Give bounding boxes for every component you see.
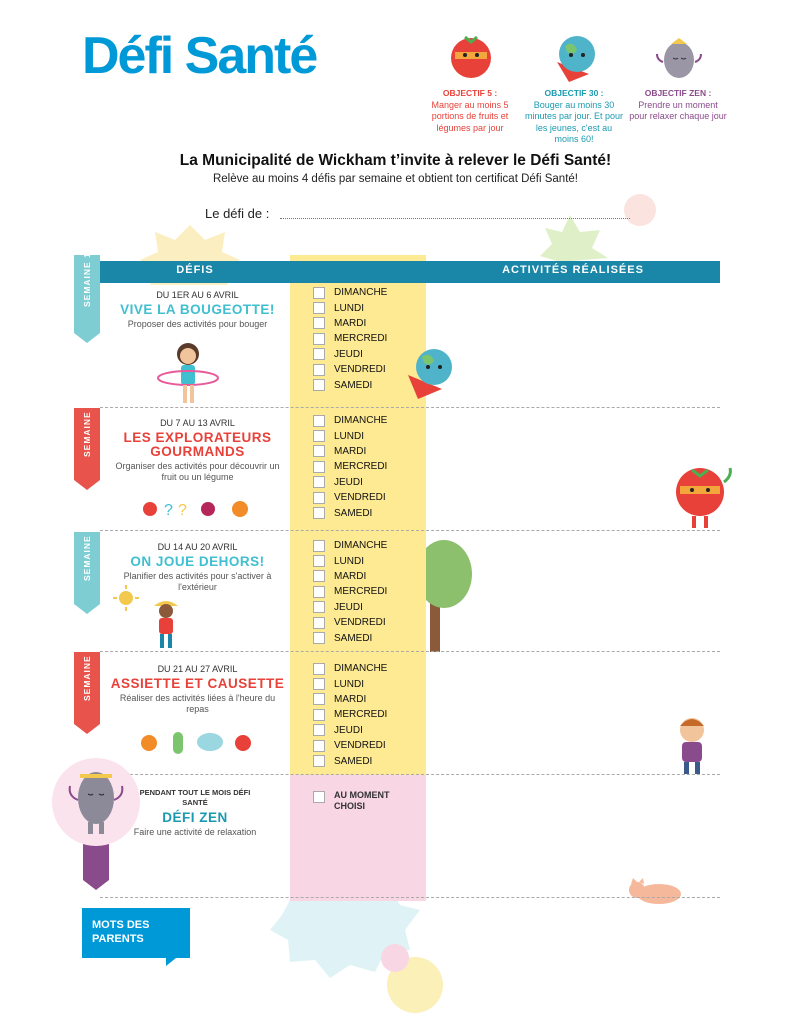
day-label: MERCREDI: [334, 461, 388, 473]
day-checkbox[interactable]: [313, 316, 387, 331]
day-label: DIMANCHE: [334, 540, 388, 552]
zen-pre: PENDANT TOUT LE MOIS DÉFI SANTÉ: [139, 788, 251, 807]
day-checkbox[interactable]: [313, 738, 387, 753]
day-label: LUNDI: [334, 302, 365, 314]
day-label: JEUDI: [334, 724, 363, 736]
week-description: Réaliser des activités liées à l'heure du repas: [119, 693, 276, 714]
food-plates-icon: [135, 728, 265, 756]
defi-label: Le défi de :: [205, 206, 270, 221]
running-boy-icon: [142, 598, 192, 652]
week-dates: DU 14 AU 20 AVRIL: [157, 542, 238, 552]
day-label: VENDREDI: [334, 740, 386, 752]
week-title: LES EXPLORATEURS GOURMANDS: [123, 430, 272, 459]
day-checkbox[interactable]: [313, 459, 387, 474]
circle-shape: [624, 194, 656, 226]
ribbon-week-1: [74, 252, 100, 333]
circle-shape: [381, 944, 409, 972]
day-label: JEUDI: [334, 601, 363, 613]
boy-relaxing-icon: [668, 712, 718, 776]
cat-icon: [625, 876, 685, 906]
day-label: MARDI: [334, 445, 367, 457]
objective-title: OBJECTIF ZEN :: [644, 88, 712, 98]
logo: Défi Santé: [82, 27, 317, 85]
zen-checkbox[interactable]: [313, 790, 406, 812]
week-1-info: [110, 290, 285, 330]
row-separator: [100, 897, 720, 898]
svg-text:?: ?: [164, 502, 173, 519]
day-checkbox[interactable]: [313, 300, 387, 315]
day-label: SAMEDI: [334, 379, 373, 391]
day-checkbox[interactable]: [313, 285, 387, 300]
week-title: VIVE LA BOUGEOTTE!: [120, 302, 275, 317]
week-2-days: [313, 413, 387, 521]
day-checkbox[interactable]: [313, 723, 387, 738]
week-title: ASSIETTE ET CAUSETTE: [110, 676, 285, 691]
objective-text: Prendre un moment pour relaxer chaque jour: [629, 99, 727, 121]
stone-mascot-icon: [653, 32, 705, 82]
objective-text: Manger au moins 5 portions de fruits et légumes par jour: [431, 99, 509, 133]
name-field[interactable]: [280, 218, 630, 219]
week-2-info: [110, 418, 285, 483]
week-description: Planifier des activités pour s'activer à l'extérieur: [123, 571, 272, 592]
day-checkbox[interactable]: [313, 538, 387, 553]
day-label: MERCREDI: [334, 586, 388, 598]
header-activites: ACTIVITÉS RÉALISÉES: [502, 264, 644, 276]
row-separator: [100, 774, 720, 775]
ribbon-week-2: [74, 402, 100, 480]
tomato-mascot-icon: [445, 32, 497, 82]
week-3-days: [313, 538, 387, 646]
day-checkbox[interactable]: [313, 676, 387, 691]
day-label: DIMANCHE: [334, 415, 388, 427]
earth-hero-icon: [400, 345, 460, 405]
week-dates: DU 21 AU 27 AVRIL: [157, 664, 238, 674]
day-checkbox[interactable]: [313, 347, 387, 362]
hula-hoop-girl-icon: [150, 338, 230, 410]
day-checkbox[interactable]: [313, 707, 387, 722]
day-label: VENDREDI: [334, 617, 386, 629]
day-checkbox[interactable]: [313, 490, 387, 505]
week-dates: DU 1ER AU 6 AVRIL: [156, 290, 239, 300]
sun-icon: [112, 584, 140, 612]
week-dates: DU 7 AU 13 AVRIL: [160, 418, 235, 428]
week-description: Organiser des activités pour découvrir un fruit ou un légume: [115, 461, 280, 482]
day-label: VENDREDI: [334, 492, 386, 504]
parents-notes-label: MOTS DES PARENTS: [82, 908, 190, 958]
check-icon: ✔: [313, 258, 330, 280]
day-checkbox[interactable]: [313, 475, 387, 490]
day-checkbox[interactable]: [313, 377, 387, 392]
day-label: MARDI: [334, 693, 367, 705]
row-separator: [100, 407, 720, 408]
week-1-days: [313, 285, 387, 393]
day-checkbox[interactable]: [313, 630, 387, 645]
week-4-days: [313, 661, 387, 769]
objective-title: OBJECTIF 5 :: [442, 88, 498, 98]
day-label: JEUDI: [334, 348, 363, 360]
day-label: VENDREDI: [334, 364, 386, 376]
page-title: La Municipalité de Wickham t’invite à relever le Défi Santé!: [179, 152, 612, 169]
day-label: SAMEDI: [334, 507, 373, 519]
day-label: MERCREDI: [334, 709, 388, 721]
day-checkbox[interactable]: [313, 692, 387, 707]
day-checkbox[interactable]: [313, 553, 387, 568]
week-title: ON JOUE DEHORS!: [130, 554, 265, 569]
day-label: MERCREDI: [334, 333, 388, 345]
day-label: MARDI: [334, 570, 367, 582]
ribbon-label: SEMAINE 2: [82, 402, 92, 457]
tree-icon: [426, 530, 476, 652]
week-description: Proposer des activités pour bouger: [127, 319, 268, 329]
ribbon-label: SEMAINE 1: [82, 252, 92, 307]
earth-mascot-icon: [549, 32, 601, 84]
burst-shape: [540, 215, 608, 262]
day-label: LUNDI: [334, 678, 365, 690]
row-separator: [100, 651, 720, 652]
day-checkbox[interactable]: [313, 661, 387, 676]
tomato-hero-icon: [668, 462, 738, 532]
day-label: SAMEDI: [334, 632, 373, 644]
zen-description: Faire une activité de relaxation: [133, 827, 257, 837]
day-label: DIMANCHE: [334, 663, 388, 675]
ribbon-label: SEMAINE 4: [82, 646, 92, 701]
day-checkbox[interactable]: [313, 444, 387, 459]
day-checkbox[interactable]: [313, 600, 387, 615]
zen-info: [130, 788, 260, 838]
row-separator: [100, 530, 720, 531]
day-checkbox[interactable]: [313, 615, 387, 630]
day-checkbox[interactable]: [313, 413, 387, 428]
header-defis: DÉFIS: [176, 264, 214, 276]
day-checkbox[interactable]: [313, 505, 387, 520]
day-label: SAMEDI: [334, 755, 373, 767]
stone-zen-icon: [64, 760, 128, 838]
ribbon-week-4: [74, 646, 100, 724]
objective-text: Bouger au moins 30 minutes par jour. Et pour les jeunes, c'est au moins 60!: [524, 99, 624, 144]
day-checkbox[interactable]: [313, 362, 387, 377]
day-checkbox[interactable]: [313, 569, 387, 584]
ribbon-label: SEMAINE 3: [82, 526, 92, 581]
fruits-vegetables-icon: [140, 495, 270, 521]
zen-title: DÉFI ZEN: [162, 810, 228, 825]
objective-title: OBJECTIF 30 :: [544, 88, 604, 98]
day-checkbox[interactable]: [313, 584, 387, 599]
ribbon-week-3: [74, 526, 100, 604]
day-checkbox[interactable]: [313, 753, 387, 768]
week-4-info: [110, 664, 285, 715]
day-label: MARDI: [334, 317, 367, 329]
day-label: DIMANCHE: [334, 287, 388, 299]
day-checkbox[interactable]: [313, 428, 387, 443]
svg-text:?: ?: [178, 502, 187, 519]
day-label: LUNDI: [334, 430, 365, 442]
day-label: LUNDI: [334, 555, 365, 567]
day-checkbox[interactable]: [313, 331, 387, 346]
zen-option-label: AU MOMENT CHOISI: [334, 790, 390, 811]
day-label: JEUDI: [334, 476, 363, 488]
page-subtitle: Relève au moins 4 défis par semaine et obtient ton certificat Défi Santé!: [212, 173, 578, 185]
